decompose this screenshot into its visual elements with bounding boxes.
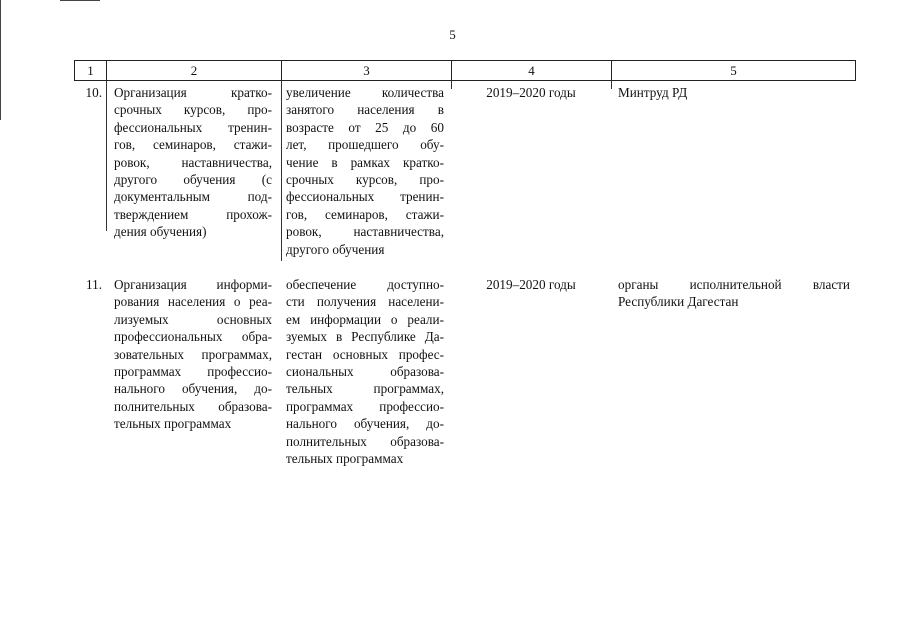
text-line: срочных курсов, про-	[286, 172, 444, 188]
text-line: лизуемых основных	[114, 311, 272, 327]
text-line: программах профессио-	[114, 364, 272, 380]
text-line: тельных программах,	[286, 381, 444, 397]
text-line: срочных курсов, про-	[114, 102, 272, 118]
text-line: Организация кратко-	[114, 85, 272, 100]
text-line: тельных программах	[114, 416, 232, 432]
executor-cell	[618, 276, 850, 311]
text-line: гов, семинаров, стажи-	[114, 137, 272, 153]
result-cell	[286, 276, 444, 467]
text-line: фессиональных тренин-	[286, 189, 444, 205]
text-line: профессиональных обра-	[114, 329, 272, 345]
row-number: 11.	[86, 277, 102, 292]
text-line: ровок, наставничества,	[114, 154, 272, 170]
header-col-4: 4	[452, 61, 612, 80]
text-line: другого обучения (с	[114, 172, 272, 188]
text-line: зуемых в Республике Да-	[286, 329, 444, 345]
column-divider	[451, 81, 452, 89]
header-col-5: 5	[730, 63, 737, 78]
text-line: чение в рамках кратко-	[286, 154, 444, 170]
text-line: документальным под-	[114, 189, 272, 205]
text-line: тельных программах	[286, 451, 404, 467]
text-line: Минтруд РД	[618, 85, 688, 100]
header-col-3: 3	[282, 61, 452, 80]
text-line: Организация информи-	[114, 277, 272, 292]
text-line: гестан основных профес-	[286, 346, 444, 362]
text-line: зовательных программах,	[114, 346, 272, 362]
text-line: программах профессио-	[286, 398, 444, 414]
text-line: занятого населения в	[286, 102, 444, 118]
years-cell: 2019–2020 годы	[486, 277, 576, 292]
text-line: лет, прошедшего обу-	[286, 137, 444, 153]
text-line: тверждением прохож-	[114, 206, 272, 222]
page-number: 5	[449, 27, 456, 42]
measure-cell	[114, 84, 272, 241]
header-col-2: 2	[107, 61, 282, 80]
column-divider	[281, 81, 282, 261]
result-cell	[286, 84, 444, 258]
text-line: сти получения населени-	[286, 294, 444, 310]
scan-mark-top	[60, 0, 100, 1]
text-line: Республики Дагестан	[618, 294, 739, 310]
text-line: полнительных образова-	[114, 398, 272, 414]
text-line: увеличение количества	[286, 85, 444, 100]
text-line: органы исполнительной власти	[618, 277, 850, 292]
executor-cell	[618, 84, 850, 101]
column-divider	[611, 81, 612, 89]
text-line: ровок, наставничества,	[286, 224, 444, 240]
column-divider	[106, 81, 107, 231]
text-line: обеспечение доступно-	[286, 277, 444, 292]
text-line: сиональных образова-	[286, 364, 444, 380]
years-cell: 2019–2020 годы	[486, 85, 576, 100]
text-line: ем информации о реали-	[286, 311, 444, 327]
text-line: другого обучения	[286, 241, 385, 257]
text-line: полнительных образова-	[286, 433, 444, 449]
header-col-1: 1	[75, 61, 107, 80]
text-line: фессиональных тренин-	[114, 119, 272, 135]
measure-cell	[114, 276, 272, 433]
table-header-row	[74, 60, 856, 81]
text-line: гов, семинаров, стажи-	[286, 206, 444, 222]
row-number: 10.	[85, 85, 102, 100]
text-line: нального обучения, до-	[286, 416, 444, 432]
scan-mark-left	[0, 0, 1, 120]
text-line: дения обучения)	[114, 224, 207, 240]
text-line: рования населения о реа-	[114, 294, 272, 310]
text-line: нального обучения, до-	[114, 381, 272, 397]
text-line: возрасте от 25 до 60	[286, 119, 444, 135]
